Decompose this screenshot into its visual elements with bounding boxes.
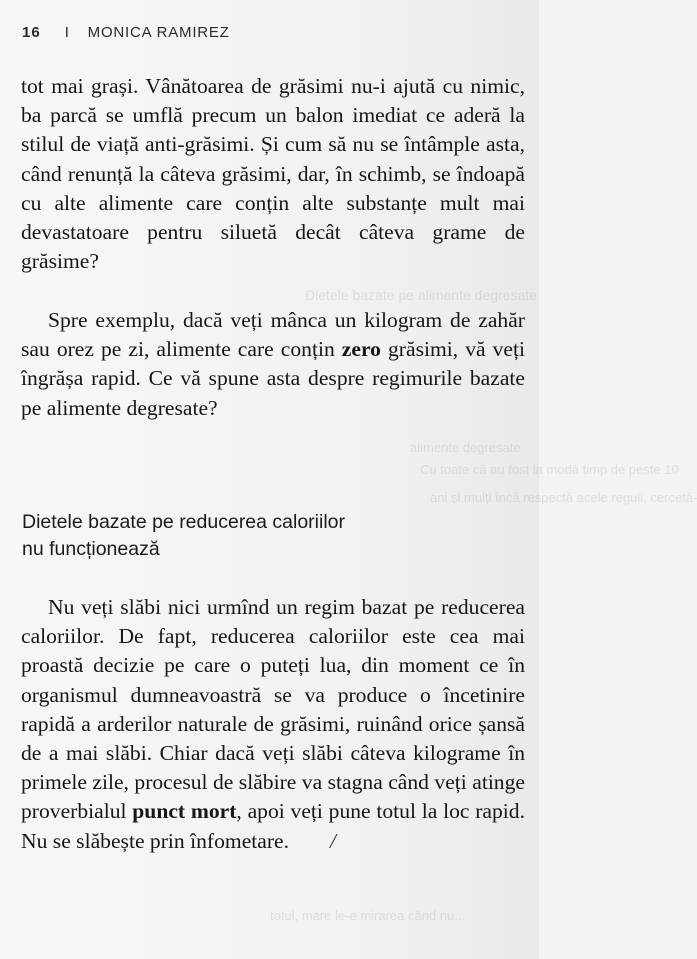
running-header <box>22 22 230 42</box>
paragraph-text <box>21 306 525 423</box>
paragraph-text-part: Nu veți slăbi nici urmînd un regim bazat pe reducerea caloriilor. De fapt, reducerea caloriilor este cea mai proastă decizie pe care o puteți lua, din moment ce în organismul dumneavoastră se va produce o încetinire rapidă a arderilor naturale de grăsimi, ruinând orice șansă de a mai slăbi. Chiar dacă veți slăbi câteva kilograme în primele zile, procesul de slăbire va stagna când veți atinge proverbialul <box>21 595 525 824</box>
bleed-through-line: Cu toate că au fost la modă timp de peste 10 <box>420 462 679 477</box>
paragraph-continued <box>21 72 525 276</box>
heading-line: nu funcționează <box>22 538 160 560</box>
header-separator: I <box>64 23 70 41</box>
paragraph-text-part: , apoi veți pune totul la loc rapid. Nu se slăbește prin înfometare. <box>21 799 525 853</box>
paragraph-text-part: Spre exemplu, dacă veți mânca un kilogram de zahăr sau orez pe zi, alimente care conțin <box>21 308 525 362</box>
bleed-through-line: alimente degresate <box>410 440 521 455</box>
bleed-through-line: Dietele bazate pe alimente degresate <box>305 287 537 303</box>
paragraph-text-part: grăsimi, vă veți îngrășa rapid. Ce vă spune asta despre regimurile bazate pe alimente degresate? <box>21 337 525 420</box>
bleed-through-line: ani și mulți încă respectă acele reguli, cercetă- <box>430 490 697 505</box>
author-name: MONICA RAMIREZ <box>87 23 230 41</box>
emphasis-punct-mort: punct mort <box>132 799 237 824</box>
bleed-through-line: totul, mare le-e mirarea când nu... <box>270 908 466 923</box>
emphasis-zero: zero <box>341 337 381 362</box>
section-heading <box>22 509 502 563</box>
pen-mark: / <box>330 828 337 853</box>
paragraph-calories <box>21 593 525 856</box>
heading-line: Dietele bazate pe reducerea caloriilor <box>22 511 346 533</box>
paragraph-text: tot mai grași. Vânătoarea de grăsimi nu-i ajută cu nimic, ba parcă se umflă precum un balon imediat ce aderă la stilul de viață anti-grăsimi. Și cum să nu se întâmple asta, când renunță la câteva grăsimi, dar, în schimb, se îndoapă cu alte alimente care conțin alte substanțe mult mai devastatoare pentru siluetă decât câteva grame de grăsime? <box>21 74 525 274</box>
page-number: 16 <box>22 23 41 41</box>
paragraph-text <box>21 593 525 856</box>
paragraph-example <box>21 306 525 423</box>
